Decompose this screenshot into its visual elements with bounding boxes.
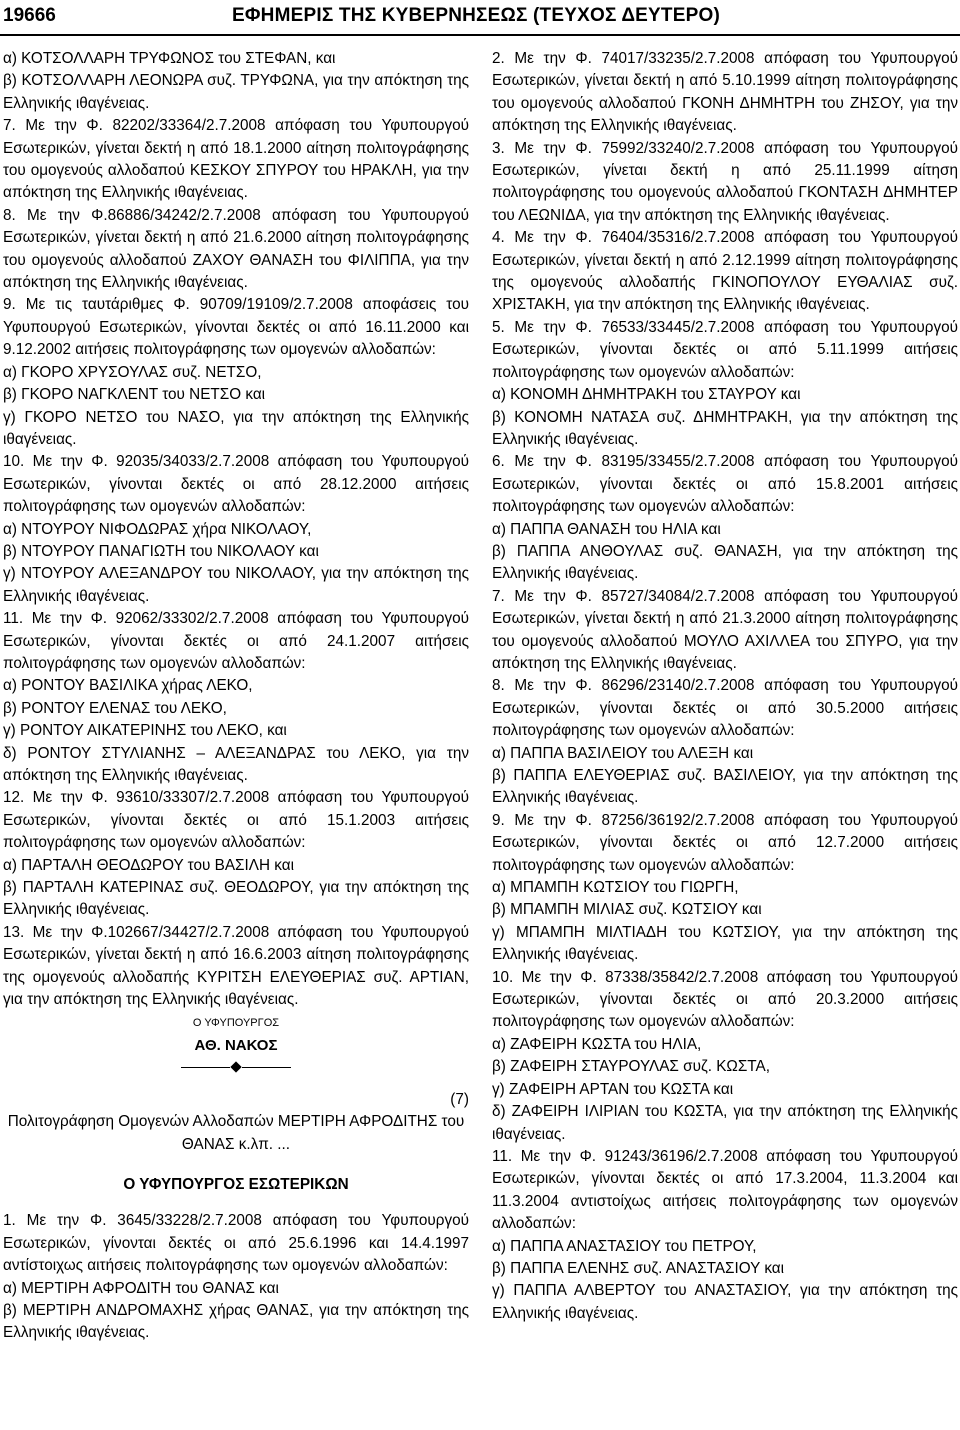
paragraph: β) ΠΑΠΠΑ ΕΛΕΥΘΕΡΙΑΣ συζ. ΒΑΣΙΛΕΙΟΥ, για την απόκτηση της Ελληνικής ιθαγένειας.: [492, 767, 958, 807]
paragraph: γ) ΡΟΝΤΟΥ ΑΙΚΑΤΕΡΙΝΗΣ του ΛΕΚΟ, και: [3, 722, 287, 740]
paragraph: α) ΠΑΠΠΑ ΒΑΣΙΛΕΙΟΥ του ΑΛΕΞΗ και: [492, 744, 754, 762]
paragraph: 11. Με την Φ. 91243/36196/2.7.2008 απόφαση του Υφυπουργού Εσωτερικών, γίνονται δεκτές οι από 17.3.2004, 11.3.2004 και 11.3.2004 αντιστοίχως αιτήσεις πολιτογράφησης των ομογενών αλλοδαπών:: [492, 1147, 958, 1233]
paragraph: α) ΚΟΝΟΜΗ ΔΗΜΗΤΡΑΚΗ του ΣΤΑΥΡΟΥ και: [492, 386, 801, 404]
paragraph: 1. Με την Φ. 3645/33228/2.7.2008 απόφαση του Υφυπουργού Εσωτερικών, γίνονται δεκτές οι από 25.6.1996 και 14.4.1997 αντίστοιχως αιτήσεις πολιτογράφησης των ομογενών αλλοδαπών:: [3, 1212, 469, 1275]
diamond-icon: [230, 1062, 241, 1073]
page-number: 19666: [3, 5, 56, 26]
paragraph: 4. Με την Φ. 76404/35316/2.7.2008 απόφαση του Υφυπουργού Εσωτερικών, γίνεται δεκτή η από 2.12.1999 αίτηση πολιτογράφησης της ομογενούς αλλοδαπής ΓΚΙΝΟΠΟΥΛΟΥ ΕΥΘΑΛΙΑΣ συζ. ΧΡΙΣΤΑΚΗ, για την απόκτηση της Ελληνικής ιθαγένειας.: [492, 229, 958, 314]
page-header: [0, 0, 960, 34]
paragraph: α) ΠΑΡΤΑΛΗ ΘΕΟΔΩΡΟΥ του ΒΑΣΙΛΗ και: [3, 856, 294, 874]
paragraph: α) ΚΟΤΣΟΛΛΑΡΗ ΤΡΥΦΩΝΟΣ του ΣΤΕΦΑΝ, και: [3, 50, 336, 67]
paragraph: β) ΠΑΠΠΑ ΕΛΕΝΗΣ συζ. ΑΝΑΣΤΑΣΙΟΥ και: [492, 1259, 785, 1277]
minister-heading: Ο ΥΦΥΠΟΥΡΓΟΣ ΕΣΩΤΕΡΙΚΩΝ: [123, 1176, 349, 1194]
left-column: [3, 48, 469, 1345]
paragraph: α) ΖΑΦΕΙΡΗ ΚΩΣΤΑ του ΗΛΙΑ,: [492, 1035, 702, 1053]
paragraph: β) ΜΠΑΜΠΗ ΜΙΛΙΑΣ συζ. ΚΩΤΣΙΟΥ και: [492, 901, 762, 919]
paragraph: 10. Με την Φ. 92035/34033/2.7.2008 απόφαση του Υφυπουργού Εσωτερικών, γίνονται δεκτές οι από 28.12.2000 αιτήσεις πολιτογράφησης των ομογενών αλλοδαπών:: [3, 453, 469, 516]
paragraph: γ) ΖΑΦΕΙΡΗ ΑΡΤΑΝ του ΚΩΣΤΑ και: [492, 1080, 734, 1098]
paragraph: 3. Με την Φ. 75992/33240/2.7.2008 απόφαση του Υφυπουργού Εσωτερικών, γίνεται δεκτή η από 25.11.1999 αίτηση πολιτογράφησης του ομογενούς αλλοδαπού ΓΚΟΝΤΑΣΗ ΔΗΜΗΤΕΡ του ΛΕΩΝΙΔΑ, για την απόκτηση της Ελληνικής ιθαγένειας.: [492, 139, 958, 224]
paragraph: β) ΠΑΠΠΑ ΑΝΘΟΥΛΑΣ συζ. ΘΑΝΑΣΗ, για την απόκτηση της Ελληνικής ιθαγένειας.: [492, 542, 958, 583]
paragraph: 8. Με την Φ. 86296/23140/2.7.2008 απόφαση του Υφυπουργού Εσωτερικών, γίνονται δεκτές οι από 30.5.2000 αιτήσεις πολιτογράφησης των ομογενών αλλοδαπών:: [492, 677, 958, 740]
paragraph: α) ΜΠΑΜΠΗ ΚΩΤΣΙΟΥ του ΓΙΩΡΓΗ,: [492, 879, 739, 897]
paragraph: α) ΠΑΠΠΑ ΘΑΝΑΣΗ του ΗΛΙΑ και: [492, 520, 721, 538]
paragraph: 5. Με την Φ. 76533/33445/2.7.2008 απόφαση του Υφυπουργού Εσωτερικών, γίνονται δεκτές οι από 5.11.1999 αιτήσεις πολιτογράφησης των ομογενών αλλοδαπών:: [492, 318, 958, 381]
paragraph: α) ΡΟΝΤΟΥ ΒΑΣΙΛΙΚΑ χήρας ΛΕΚΟ,: [3, 677, 253, 695]
paragraph: β) ΚΟΝΟΜΗ ΝΑΤΑΣΑ συζ. ΔΗΜΗΤΡΑΚΗ, για την απόκτηση της Ελληνικής ιθαγένειας.: [492, 408, 958, 448]
paragraph: 13. Με την Φ.102667/34427/2.7.2008 απόφαση του Υφυπουργού Εσωτερικών, γίνεται δεκτή η από 16.6.2003 αίτηση πολιτογράφησης της ομογενούς αλλοδαπής ΚΥΡΙΤΣΗ ΕΛΕΥΘΕΡΙΑΣ συζ. ΑΡΤΙΑΝ, για την απόκτηση της Ελληνικής ιθαγένειας.: [3, 923, 469, 1009]
paragraph: α) ΓΚΟΡΟ ΧΡΥΣΟΥΛΑΣ συζ. ΝΕΤΣΟ,: [3, 363, 262, 381]
paragraph: β) ΡΟΝΤΟΥ ΕΛΕΝΑΣ του ΛΕΚΟ,: [3, 699, 227, 717]
paragraph: γ) ΓΚΟΡΟ ΝΕΤΣΟ του ΝΑΣΟ, για την απόκτηση της Ελληνικής ιθαγένειας.: [3, 408, 469, 448]
right-paragraphs: [492, 48, 958, 1325]
paragraph: 10. Με την Φ. 87338/35842/2.7.2008 απόφαση του Υφυπουργού Εσωτερικών, γίνονται δεκτές οι από 20.3.2000 αιτήσεις πολιτογράφησης των ομογενών αλλοδαπών:: [492, 968, 958, 1031]
paragraph: β) ΖΑΦΕΙΡΗ ΣΤΑΥΡΟΥΛΑΣ συζ. ΚΩΣΤΑ,: [492, 1058, 770, 1076]
right-column: [492, 48, 958, 1325]
left-paragraphs: [3, 48, 469, 1011]
paragraph: δ) ΖΑΦΕΙΡΗ ΙΛΙΡΙΑΝ του ΚΩΣΤΑ, για την απόκτηση της Ελληνικής ιθαγένειας.: [492, 1103, 958, 1143]
paragraph: 9. Με τις ταυτάριθμες Φ. 90709/19109/2.7.2008 αποφάσεις του Υφυπουργού Εσωτερικών, γίνονται δεκτές οι από 16.11.2000 και 9.12.2002 αιτήσεις πολιτογράφησης των ομογενών αλλοδαπών:: [3, 296, 469, 359]
paragraph: 8. Με την Φ.86886/34242/2.7.2008 απόφαση του Υφυπουργού Εσωτερικών, γίνεται δεκτή η από 21.6.2000 αίτηση πολιτογράφησης του ομογενούς αλλοδαπού ΖΑΧΟΥ ΘΑΝΑΣΗ του ΦΙΛΙΠΠΑ, για την απόκτηση της Ελληνικής ιθαγένειας.: [3, 206, 469, 292]
paragraph: 11. Με την Φ. 92062/33302/2.7.2008 απόφαση του Υφυπουργού Εσωτερικών, γίνονται δεκτές οι από 24.1.2007 αιτήσεις πολιτογράφησης των ομογενών αλλοδαπών:: [3, 610, 469, 672]
paragraph: β) ΠΑΡΤΑΛΗ ΚΑΤΕΡΙΝΑΣ συζ. ΘΕΟΔΩΡΟΥ, για την απόκτηση της Ελληνικής ιθαγένειας.: [3, 879, 469, 919]
signature-block: [3, 1015, 469, 1071]
paragraph: α) ΠΑΠΠΑ ΑΝΑΣΤΑΣΙΟΥ του ΠΕΤΡΟΥ,: [492, 1237, 757, 1255]
paragraph: 7. Με την Φ. 82202/33364/2.7.2008 απόφαση του Υφυπουργού Εσωτερικών, γίνεται δεκτή η από 18.1.2000 αίτηση πολιτογράφησης του ομογενούς αλλοδαπού ΚΕΣΚΟΥ ΣΠΥΡΟΥ του ΗΡΑΚΛΗ, για την απόκτηση της Ελληνικής ιθαγένειας.: [3, 117, 469, 202]
decision-title: Πολιτογράφηση Ομογενών Αλλοδαπών ΜΕΡΤΙΡΗ ΑΦΡΟΔΙΤΗΣ του ΘΑΝΑΣ κ.λπ. ...: [7, 1113, 465, 1153]
paragraph: 12. Με την Φ. 93610/33307/2.7.2008 απόφαση του Υφυπουργού Εσωτερικών, γίνονται δεκτές οι από 15.1.2003 αιτήσεις πολιτογράφησης των ομογενών αλλοδαπών:: [3, 789, 469, 852]
paragraph: 2. Με την Φ. 74017/33235/2.7.2008 απόφαση του Υφυπουργού Εσωτερικών, γίνεται δεκτή η από 5.10.1999 αίτηση πολιτογράφησης του ομογενούς αλλοδαπού ΓΚΟΝΗ ΔΗΜΗΤΡΗ του ΖΗΣΟΥ, για την απόκτηση της Ελληνικής ιθαγένειας.: [492, 50, 958, 135]
paragraph: 7. Με την Φ. 85727/34084/2.7.2008 απόφαση του Υφυπουργού Εσωτερικών, γίνεται δεκτή η από 21.3.2000 αίτηση πολιτογράφησης του ομογενούς αλλοδαπού ΜΟΥΛΟ ΑΧΙΛΛΕΑ του ΣΠΥΡΟ, για την απόκτηση της Ελληνικής ιθαγένειας.: [492, 587, 958, 672]
paragraph: β) ΚΟΤΣΟΛΛΑΡΗ ΛΕΟΝΩΡΑ συζ. ΤΡΥΦΩΝΑ, για την απόκτηση της Ελληνικής ιθαγένειας.: [3, 72, 469, 112]
paragraph: γ) ΝΤΟΥΡΟΥ ΑΛΕΞΑΝΔΡΟΥ του ΝΙΚΟΛΑΟΥ, για την απόκτηση της Ελληνικής ιθαγένειας.: [3, 565, 469, 605]
paragraph: α) ΝΤΟΥΡΟΥ ΝΙΦΟΔΩΡΑΣ χήρα ΝΙΚΟΛΑΟΥ,: [3, 520, 312, 538]
paragraph: β) ΓΚΟΡΟ ΝΑΓΚΛΕΝΤ του ΝΕΤΣΟ και: [3, 386, 266, 404]
signature-name: ΑΘ. ΝΑΚΟΣ: [194, 1037, 278, 1055]
decision-number: (7): [450, 1091, 469, 1109]
paragraph: 6. Με την Φ. 83195/33455/2.7.2008 απόφαση του Υφυπουργού Εσωτερικών, γίνονται δεκτές οι από 15.8.2001 αιτήσεις πολιτογράφησης των ομογενών αλλοδαπών:: [492, 453, 958, 516]
paragraph: δ) ΡΟΝΤΟΥ ΣΤΥΛΙΑΝΗΣ – ΑΛΕΞΑΝΔΡΑΣ του ΛΕΚΟ, για την απόκτηση της Ελληνικής ιθαγένειας.: [3, 744, 469, 784]
header-rule: [0, 34, 960, 36]
paragraph: β) ΜΕΡΤΙΡΗ ΑΝΔΡΟΜΑΧΗΣ χήρας ΘΑΝΑΣ, για την απόκτηση της Ελληνικής ιθαγένειας.: [3, 1301, 469, 1342]
paragraph: γ) ΠΑΠΠΑ ΑΛΒΕΡΤΟΥ του ΑΝΑΣΤΑΣΙΟΥ, για την απόκτηση της Ελληνικής ιθαγένειας.: [492, 1282, 958, 1322]
paragraph: γ) ΜΠΑΜΠΗ ΜΙΛΤΙΑΔΗ του ΚΩΤΣΙΟΥ, για την απόκτηση της Ελληνικής ιθαγένειας.: [492, 923, 958, 964]
paragraph: β) ΝΤΟΥΡΟΥ ΠΑΝΑΓΙΩΤΗ του ΝΙΚΟΛΑΟΥ και: [3, 542, 319, 560]
left-paragraphs-after: [3, 1210, 469, 1344]
ornament-divider: [181, 1063, 291, 1071]
paragraph: 9. Με την Φ. 87256/36192/2.7.2008 απόφαση του Υφυπουργού Εσωτερικών, γίνονται δεκτές οι από 12.7.2000 αιτήσεις πολιτογράφησης των ομογενών αλλοδαπών:: [492, 811, 958, 874]
paragraph: α) ΜΕΡΤΙΡΗ ΑΦΡΟΔΙΤΗ του ΘΑΝΑΣ και: [3, 1279, 279, 1297]
running-title: ΕΦΗΜΕΡΙΣ ΤΗΣ ΚΥΒΕΡΝΗΣΕΩΣ (ΤΕΥΧΟΣ ΔΕΥΤΕΡΟ): [232, 5, 720, 26]
signature-role: Ο ΥΦΥΠΟΥΡΓΟΣ: [192, 1017, 280, 1030]
